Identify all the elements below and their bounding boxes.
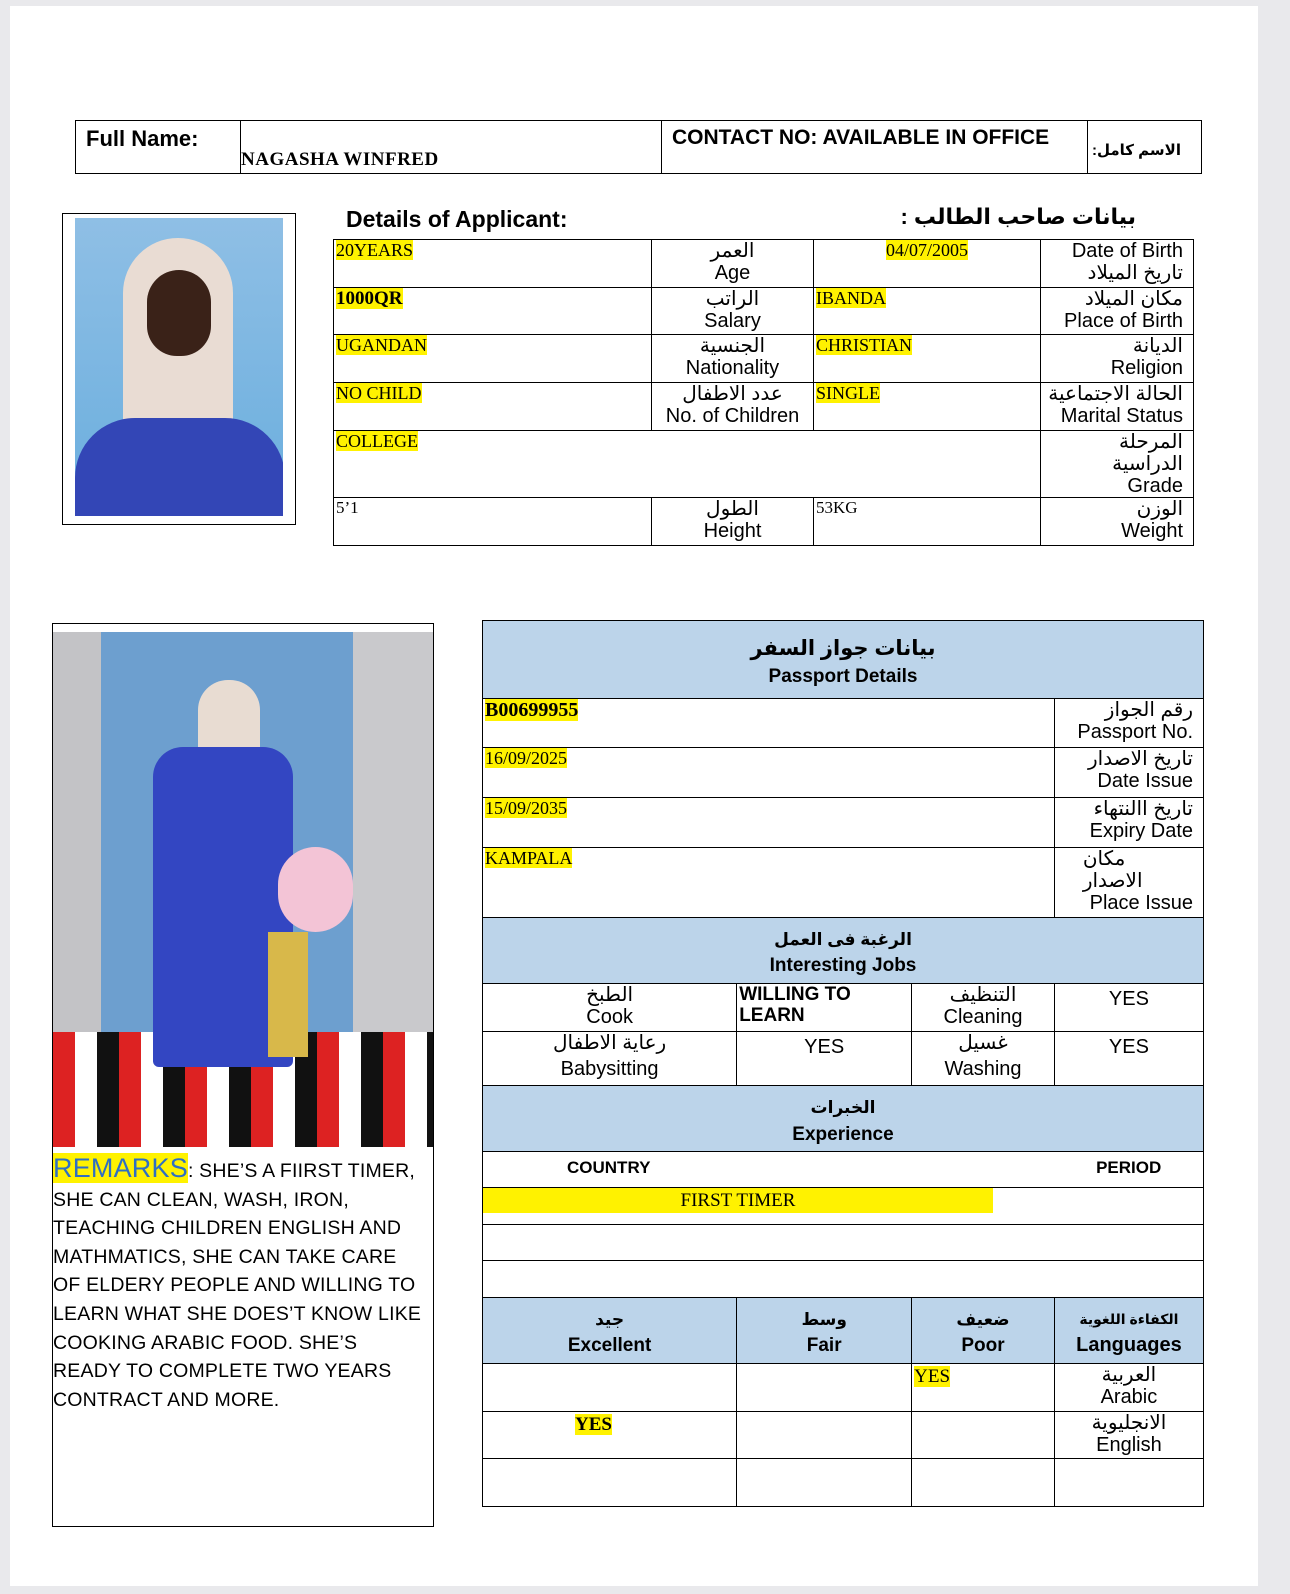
remarks-panel bbox=[52, 623, 434, 1527]
portrait-photo bbox=[75, 218, 283, 516]
passport-number-value: B00699955 bbox=[485, 699, 579, 721]
english-label: English bbox=[1096, 1434, 1162, 1456]
passport-number-arabic-label: رقم الجواز bbox=[1104, 699, 1193, 721]
babysitting-arabic-label: رعاية الاطفال bbox=[553, 1032, 667, 1054]
first-timer-value: FIRST TIMER bbox=[483, 1188, 993, 1213]
name-table bbox=[75, 120, 1202, 174]
language-empty-cell-2 bbox=[737, 1459, 912, 1507]
weight-value: 53KG bbox=[814, 498, 1041, 546]
period-header: PERIOD bbox=[1054, 1152, 1203, 1188]
jobs-title-arabic: الرغبة فى العمل bbox=[774, 929, 912, 949]
grade-arabic-label: المرحلة الدراسية bbox=[1112, 431, 1183, 475]
babysitting-value: YES bbox=[737, 1032, 912, 1086]
place-issue-value: KAMPALA bbox=[485, 848, 573, 868]
religion-label: Religion bbox=[1110, 357, 1183, 379]
dob-label: Date of Birth bbox=[1071, 240, 1183, 262]
experience-title-arabic: الخبرات bbox=[810, 1097, 876, 1117]
cleaning-arabic-label: التنظيف bbox=[949, 984, 1017, 1006]
language-empty-cell-1 bbox=[483, 1459, 737, 1507]
nationality-label: Nationality bbox=[685, 357, 780, 379]
pob-label: Place of Birth bbox=[1064, 310, 1183, 332]
cook-arabic-label: الطبخ bbox=[586, 984, 634, 1006]
passport-title: Passport Details bbox=[768, 665, 918, 687]
remarks-label: REMARKS bbox=[53, 1153, 188, 1183]
experience-title: Experience bbox=[792, 1123, 894, 1145]
details-title: Details of Applicant: bbox=[346, 206, 568, 232]
full-body-photo bbox=[53, 632, 433, 1147]
details-table bbox=[333, 239, 1194, 546]
arabic-arabic-label: العربية bbox=[1101, 1364, 1157, 1386]
cook-value: WILLING TO LEARN bbox=[737, 984, 912, 1032]
grade-label: Grade bbox=[1127, 475, 1183, 497]
place-issue-label: Place Issue bbox=[1089, 892, 1193, 914]
english-arabic-label: الانجليوية bbox=[1091, 1412, 1167, 1434]
height-value: 5’1 bbox=[334, 498, 652, 546]
details-title-arabic: بيانات صاحب الطالب : bbox=[900, 204, 1136, 229]
nationality-arabic-label: الجنسية bbox=[699, 335, 766, 357]
experience-empty-row-2 bbox=[483, 1261, 1204, 1298]
excellent-arabic-label: جيد bbox=[595, 1309, 625, 1329]
language-empty-cell-4 bbox=[1054, 1459, 1203, 1507]
children-value: NO CHILD bbox=[336, 383, 422, 403]
passport-number-label: Passport No. bbox=[1077, 721, 1193, 743]
religion-arabic-label: الديانة bbox=[1132, 335, 1183, 357]
children-arabic-label: عدد الاطفال bbox=[682, 383, 783, 405]
poor-label: Poor bbox=[961, 1334, 1005, 1356]
date-issue-value: 16/09/2025 bbox=[485, 748, 568, 768]
nationality-value: UGANDAN bbox=[336, 335, 427, 355]
remarks-body: : SHE’S A FIIRST TIMER, SHE CAN CLEAN, WASH, IRON, TEACHING CHILDREN ENGLISH AND MATHMATICS, SHE CAN TAKE CARE OF ELDERY PEOPLE AND WILLING TO LEARN WHAT SHE DOES’T KNOW LIKE COOKING ARABIC FOOD. SHE’S READY TO COMPLETE TWO YEARS CONTRACT AND MORE. bbox=[53, 1160, 422, 1411]
language-empty-cell-3 bbox=[912, 1459, 1055, 1507]
english-poor-cell bbox=[912, 1412, 1055, 1459]
cook-label: Cook bbox=[586, 1006, 633, 1028]
washing-arabic-label: غسيل bbox=[958, 1032, 1008, 1054]
dob-value: 04/07/2005 bbox=[885, 240, 968, 260]
dob-arabic-label: تاريخ الميلاد bbox=[1087, 262, 1183, 284]
expiry-date-value: 15/09/2035 bbox=[485, 798, 568, 818]
passport-jobs-table bbox=[482, 620, 1204, 1507]
marital-arabic-label: الحالة الاجتماعية bbox=[1048, 383, 1183, 405]
poor-arabic-label: ضعيف bbox=[956, 1309, 1010, 1329]
pob-value: IBANDA bbox=[816, 288, 886, 308]
pob-arabic-label: مكان الميلاد bbox=[1084, 288, 1183, 310]
arabic-poor-value: YES bbox=[914, 1366, 951, 1387]
age-value: 20YEARS bbox=[336, 240, 414, 260]
contact-number: CONTACT NO: AVAILABLE IN OFFICE bbox=[662, 121, 1088, 174]
passport-title-arabic: بيانات جواز السفر bbox=[750, 636, 936, 660]
expiry-date-arabic-label: تاريخ االنتهاء bbox=[1093, 798, 1193, 820]
cleaning-value: YES bbox=[1054, 984, 1203, 1032]
age-arabic-label: العمر bbox=[710, 240, 755, 262]
weight-arabic-label: الوزن bbox=[1136, 498, 1183, 520]
document-page bbox=[10, 6, 1258, 1586]
full-name-arabic-label: الاسم كامل: bbox=[1088, 121, 1202, 174]
date-issue-label: Date Issue bbox=[1097, 770, 1193, 792]
experience-empty-row-1 bbox=[483, 1225, 1204, 1261]
english-fair-cell bbox=[737, 1412, 912, 1459]
arabic-label: Arabic bbox=[1100, 1386, 1158, 1408]
place-issue-arabic-label-1: مكان bbox=[1082, 848, 1126, 870]
washing-value: YES bbox=[1054, 1032, 1203, 1086]
height-arabic-label: الطول bbox=[706, 498, 759, 520]
salary-label: Salary bbox=[704, 310, 761, 332]
age-label: Age bbox=[714, 262, 751, 284]
fair-label: Fair bbox=[806, 1334, 842, 1356]
arabic-excellent-cell bbox=[483, 1364, 737, 1412]
weight-label: Weight bbox=[1121, 520, 1183, 542]
expiry-date-label: Expiry Date bbox=[1089, 820, 1193, 842]
children-label: No. of Children bbox=[665, 405, 800, 427]
marital-value: SINGLE bbox=[816, 383, 880, 403]
marital-label: Marital Status bbox=[1060, 405, 1183, 427]
salary-value: 1000QR bbox=[336, 288, 403, 309]
cleaning-label: Cleaning bbox=[943, 1006, 1023, 1028]
washing-label: Washing bbox=[944, 1058, 1022, 1080]
date-issue-arabic-label: تاريخ الاصدار bbox=[1087, 748, 1193, 770]
english-excellent-value: YES bbox=[575, 1414, 612, 1435]
portrait-photo-frame bbox=[62, 213, 296, 525]
country-header: COUNTRY bbox=[483, 1152, 1055, 1188]
remarks-text bbox=[53, 1154, 425, 1414]
full-name-label: Full Name: bbox=[76, 121, 241, 174]
arabic-fair-cell bbox=[737, 1364, 912, 1412]
excellent-label: Excellent bbox=[567, 1334, 652, 1356]
jobs-title: Interesting Jobs bbox=[769, 954, 917, 976]
babysitting-label: Babysitting bbox=[560, 1058, 659, 1080]
height-label: Height bbox=[703, 520, 762, 542]
full-name-value: NAGASHA WINFRED bbox=[241, 121, 662, 174]
salary-arabic-label: الراتب bbox=[705, 288, 760, 310]
languages-label: Languages bbox=[1076, 1334, 1182, 1356]
fair-arabic-label: وسط bbox=[801, 1309, 847, 1329]
religion-value: CHRISTIAN bbox=[816, 335, 913, 355]
place-issue-arabic-label-2: الاصدار bbox=[1082, 870, 1143, 892]
languages-arabic-label: الكفاءة اللغوية bbox=[1079, 1311, 1179, 1327]
grade-value: COLLEGE bbox=[336, 431, 418, 451]
